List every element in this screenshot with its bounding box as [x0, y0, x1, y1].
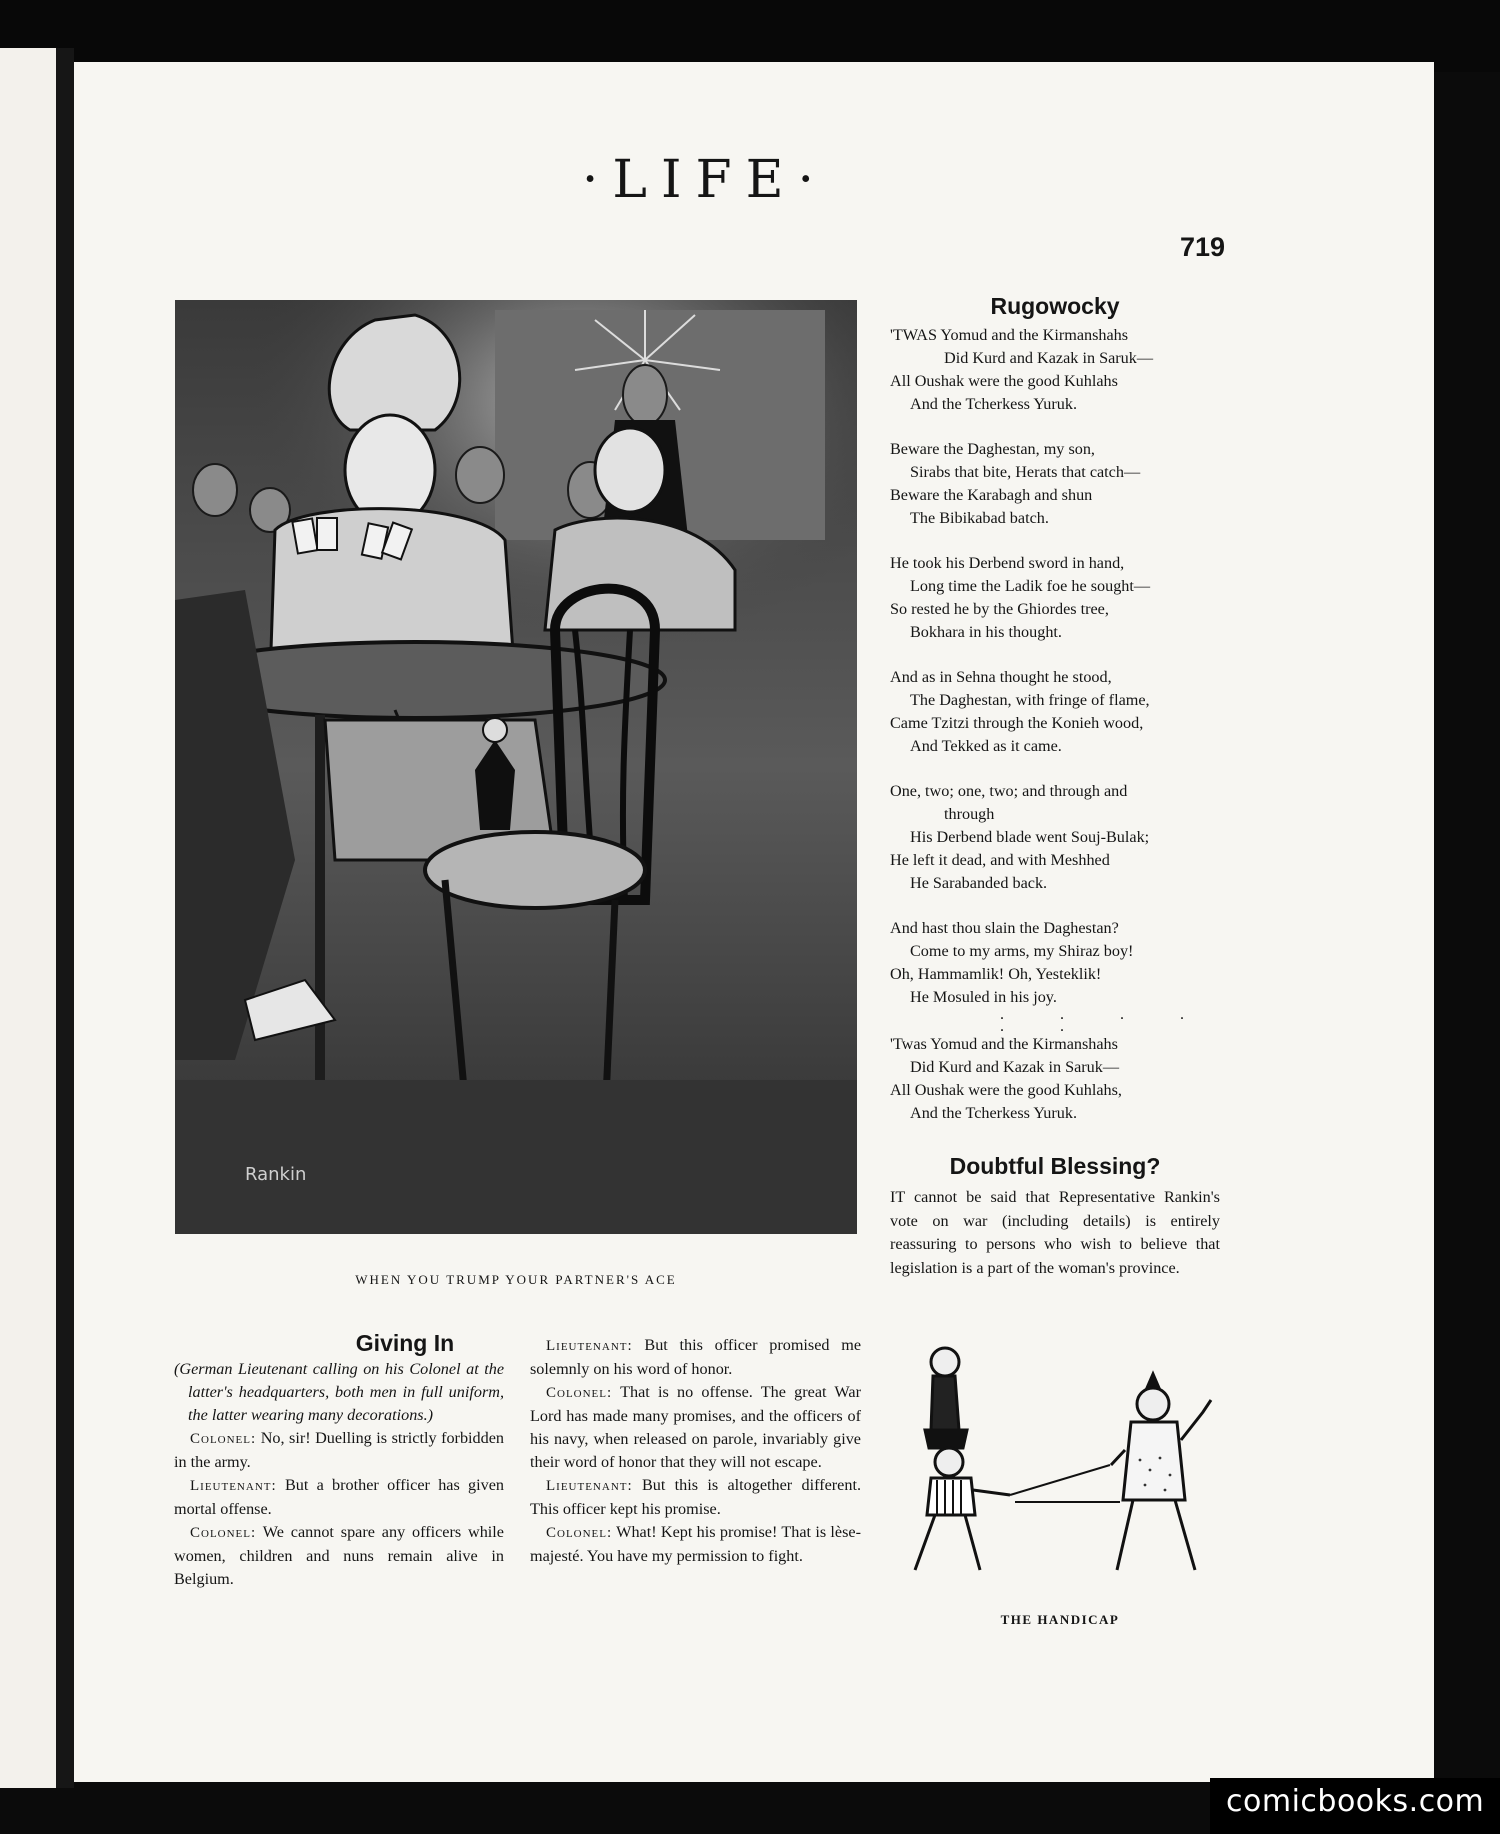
essay-body: IT cannot be said that Representative Rankin's vote on war (including details) is entirely reassuring to persons who wish to believe that legislation is a part of the woman's province. [890, 1188, 1220, 1277]
speaker-label: Colonel: [546, 1525, 613, 1541]
facing-page-edge [0, 48, 56, 1788]
poem-line: Sirabs that bite, Herats that catch— [910, 463, 1141, 481]
poem-line: Beware the Daghestan, my son, [890, 440, 1095, 458]
poem-line: And as in Sehna thought he stood, [890, 668, 1112, 686]
speaker-label: Colonel: [190, 1525, 257, 1541]
poem-line: Came Tzitzi through the Konieh wood, [890, 714, 1144, 732]
speaker-label: Lieutenant: [546, 1338, 633, 1354]
poem-line: And Tekked as it came. [910, 737, 1062, 755]
speaker-label: Colonel: [546, 1385, 613, 1401]
dialogue-text: We cannot spare any officers while women, children and nuns remain alive in Belgium. [174, 1523, 504, 1588]
poem-line: Did Kurd and Kazak in Saruk— [910, 1058, 1120, 1076]
cartoon-illustration [175, 300, 857, 1234]
dialogue-line [174, 1474, 504, 1521]
dialogue-column-2 [530, 1334, 861, 1568]
dialogue-line [530, 1334, 861, 1381]
speaker-label: Colonel: [190, 1431, 257, 1447]
dialogue-line [530, 1474, 861, 1521]
dialogue-text: What! Kept his promise! That is lèse-majesté. You have my permission to fight. [530, 1523, 861, 1565]
handicap-cartoon [885, 1340, 1235, 1590]
poem-line: Bokhara in his thought. [910, 623, 1062, 641]
speaker-label: Lieutenant: [546, 1478, 633, 1494]
masthead-title: ·LIFE· [581, 150, 829, 210]
dialogue-line [174, 1427, 504, 1474]
handicap-caption: THE HANDICAP [1000, 1612, 1120, 1627]
poem-line: Beware the Karabagh and shun [890, 486, 1093, 504]
poem-line: One, two; one, two; and through and [890, 782, 1128, 800]
dialogue-line [174, 1521, 504, 1591]
dialogue-line [530, 1521, 861, 1568]
poem-line: The Bibikabad batch. [910, 509, 1049, 527]
watermark [1210, 1778, 1500, 1834]
essay-title: Doubtful Blessing? [949, 1153, 1161, 1179]
dialogue-text: But this is altogether different. This officer kept his promise. [530, 1476, 861, 1518]
poem-title: Rugowocky [990, 293, 1120, 319]
stanza-break-dots: . . . . . . [1000, 1006, 1210, 1035]
poem-line: Come to my arms, my Shiraz boy! [910, 942, 1134, 960]
poem-line: He left it dead, and with Meshhed [890, 851, 1110, 869]
poem-line: He Mosuled in his joy. [910, 988, 1057, 1006]
speaker-label: Lieutenant: [190, 1478, 277, 1494]
poem-line: Long time the Ladik foe he sought— [910, 577, 1151, 595]
poem-line: And the Tcherkess Yuruk. [910, 1104, 1078, 1122]
dialogue-text: But a brother officer has given mortal offense. [174, 1476, 505, 1518]
poem-line: 'Twas Yomud and the Kirmanshahs [890, 1035, 1118, 1053]
poem-line: The Daghestan, with fringe of flame, [910, 691, 1150, 709]
poem-line: All Oushak were the good Kuhlahs [890, 372, 1118, 390]
cartoon-caption: WHEN YOU TRUMP YOUR PARTNER'S ACE [355, 1272, 677, 1287]
poem-body [890, 324, 1230, 1125]
dialogue-column-1 [174, 1358, 504, 1591]
page-number: 719 [1179, 232, 1225, 262]
poem-line: Oh, Hammamlik! Oh, Yesteklik! [890, 965, 1102, 983]
poem-line: So rested he by the Ghiordes tree, [890, 600, 1109, 618]
dialogue-text: But this officer promised me solemnly on his word of honor. [530, 1336, 862, 1378]
watermark-text: comicbooks.com [1226, 1784, 1485, 1819]
stage-direction: (German Lieutenant calling on his Colonel at the latter's headquarters, both men in full uniform, the latter wearing many decorations.) [174, 1360, 504, 1424]
poem-line: through [944, 805, 995, 823]
dialogue-text: That is no offense. The great War Lord has made many promises, and the officers of his navy, when released on parole, invariably give their word of honor that they will not escape. [530, 1383, 861, 1471]
poem-line: He took his Derbend sword in hand, [890, 554, 1125, 572]
poem-line: All Oushak were the good Kuhlahs, [890, 1081, 1122, 1099]
poem-line: His Derbend blade went Souj-Bulak; [910, 828, 1150, 846]
article-title: Giving In [355, 1330, 455, 1356]
poem-line: And hast thou slain the Daghestan? [890, 919, 1119, 937]
dialogue-text: No, sir! Duelling is strictly forbidden in the army. [174, 1429, 504, 1471]
poem-line: 'TWAS Yomud and the Kirmanshahs [890, 326, 1129, 344]
poem-line: He Sarabanded back. [910, 874, 1048, 892]
binding-gutter [56, 48, 74, 1788]
poem-line: And the Tcherkess Yuruk. [910, 395, 1078, 413]
poem-line: Did Kurd and Kazak in Saruk— [944, 349, 1154, 367]
dialogue-line [530, 1381, 861, 1474]
artist-signature: Rankin [245, 1164, 307, 1185]
